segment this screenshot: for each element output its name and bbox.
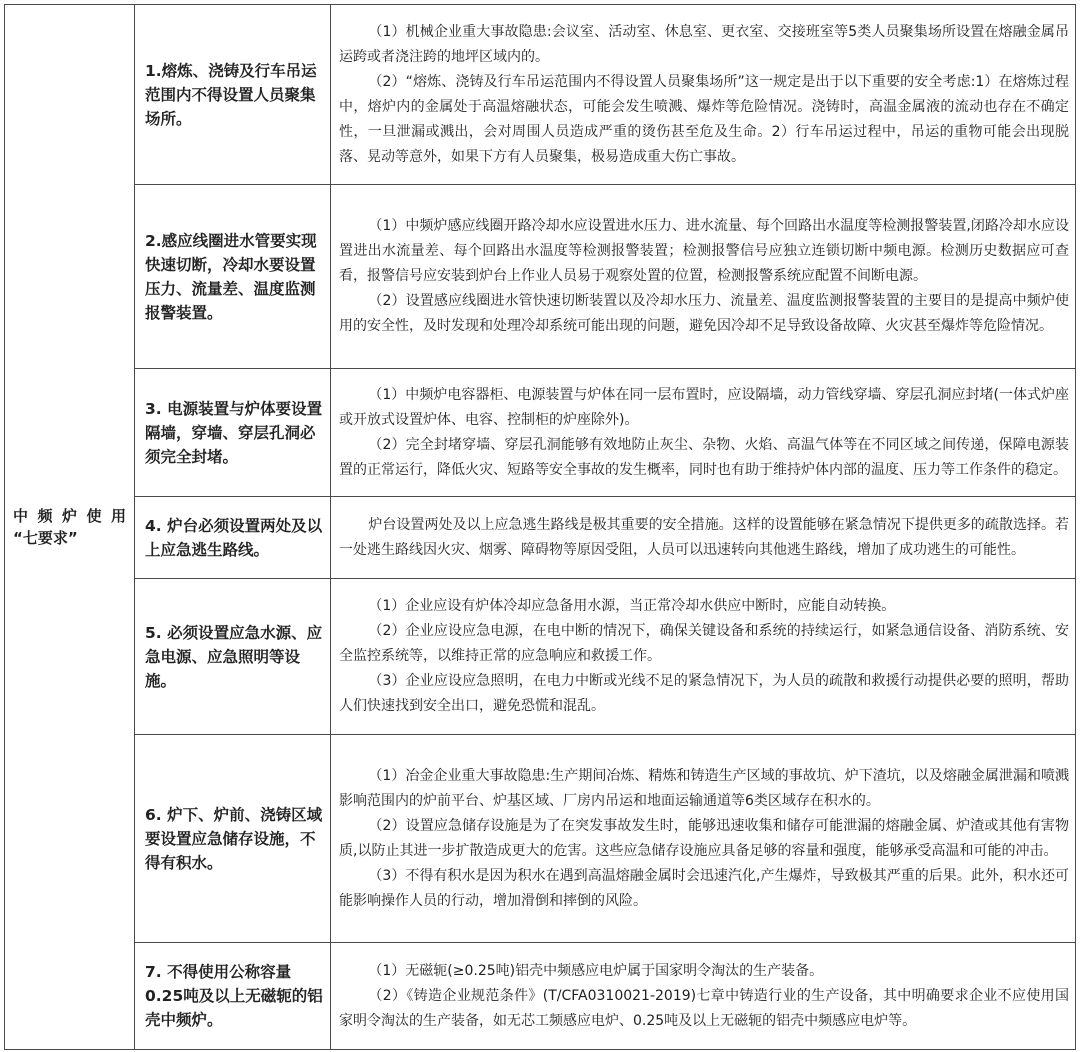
table-row	[5, 497, 1076, 579]
requirement-description	[331, 943, 1076, 1050]
description-paragraph: （1）中频炉感应线圈开路冷却水应设置进水压力、进水流量、每个回路出水温度等检测报警装置,闭路冷却水应设置进出水流量差、每个回路出水温度等检测报警装置；检测报警信号应独立连锁切断中频电源。检测历史数据应可查看，报警信号应安装到炉台上作业人员易于观察处置的位置，检测报警系统应配置不间断电源。	[339, 218, 1069, 284]
requirement-description	[331, 497, 1076, 579]
description-paragraph: （2）设置感应线圈进水管快速切断装置以及冷却水压力、流量差、温度监测报警装置的主要目的是提高中频炉使用的安全性，及时发现和处理冷却系统可能出现的问题，避免因冷却不足导致设备故障、火灾甚至爆炸等危险情况。	[339, 293, 1069, 334]
requirement-title: 3. 电源装置与炉体要设置隔墙，穿墙、穿层孔洞必须完全封堵。	[135, 369, 331, 497]
table-row	[5, 943, 1076, 1050]
requirement-title: 7. 不得使用公称容量0.25吨及以上无磁轭的铝壳中频炉。	[135, 943, 331, 1050]
requirement-title: 4. 炉台必须设置两处及以上应急逃生路线。	[135, 497, 331, 579]
table-row	[5, 5, 1076, 185]
requirement-title: 6. 炉下、炉前、浇铸区域要设置应急储存设施，不得有积水。	[135, 735, 331, 943]
description-paragraph: （3）不得有积水是因为积水在遇到高温熔融金属时会迅速汽化,产生爆炸，导致极其严重的后果。此外，积水还可能影响操作人员的行动，增加滑倒和摔倒的风险。	[339, 867, 1069, 909]
description-paragraph: （1）机械企业重大事故隐患:会议室、活动室、休息室、更衣室、交接班室等5类人员聚集场所设置在熔融金属吊运跨或者浇注跨的地坪区域内的。	[339, 23, 1069, 65]
description-paragraph: （1）无磁轭(≥0.25吨)铝壳中频感应电炉属于国家明令淘汰的生产装备。	[368, 962, 824, 979]
requirement-title: 2.感应线圈进水管要实现快速切断，冷却水要设置压力、流量差、温度监测报警装置。	[135, 185, 331, 369]
description-paragraph: （1）中频炉电容器柜、电源装置与炉体在同一层布置时，应设隔墙，动力管线穿墙、穿层孔洞应封堵(一体式炉座或开放式设置炉体、电容、控制柜的炉座除外)。	[339, 386, 1069, 428]
description-paragraph: （3）企业应设应急照明，在电力中断或光线不足的紧急情况下，为人员的疏散和救援行动提供必要的照明，帮助人们快速找到安全出口，避免恐慌和混乱。	[339, 673, 1069, 714]
description-paragraph: （2）《铸造企业规范条件》(T/CFA0310021-2019)七章中铸造行业的生产设备，其中明确要求企业不应使用国家明令淘汰的生产装备，如无芯工频感应电炉、0.25吨及以上无磁轭的铝壳中频感应电炉等。	[339, 987, 1069, 1029]
description-paragraph: （1）冶金企业重大事故隐患:生产期间冶炼、精炼和铸造生产区域的事故坑、炉下渣坑，以及熔融金属泄漏和喷溅影响范围内的炉前平台、炉基区域、厂房内吊运和地面运输通道等6类区域存在积水的。	[339, 767, 1069, 809]
requirement-description	[331, 369, 1076, 497]
description-paragraph: （2）完全封堵穿墙、穿层孔洞能够有效地防止灰尘、杂物、火焰、高温气体等在不同区域之间传递，保障电源装置的正常运行，降低火灾、短路等安全事故的发生概率，同时也有助于维持炉体内部的温度、压力等工作条件的稳定。	[339, 436, 1069, 478]
category-cell: 中 频 炉 使 用 “七要求”	[5, 5, 135, 1050]
table-row	[5, 369, 1076, 497]
requirement-description	[331, 185, 1076, 369]
description-paragraph: （2）企业应设应急电源，在电中断的情况下，确保关键设备和系统的持续运行，如紧急通信设备、消防系统、安全监控系统等，以维持正常的应急响应和救援工作。	[339, 623, 1069, 664]
table-row	[5, 735, 1076, 943]
requirement-title: 1.熔炼、浇铸及行车吊运范围内不得设置人员聚集场所。	[135, 5, 331, 185]
requirement-description	[331, 735, 1076, 943]
description-paragraph: （2）“熔炼、浇铸及行车吊运范围内不得设置人员聚集场所”这一规定是出于以下重要的安全考虑:1）在熔炼过程中，熔炉内的金属处于高温熔融状态，可能会发生喷溅、爆炸等危险情况。浇铸时，高温金属液的流动也存在不确定性，一旦泄漏或溅出，会对周围人员造成严重的烫伤甚至危及生命。2）行车吊运过程中，吊运的重物可能会出现脱落、晃动等意外，如果下方有人员聚集，极易造成重大伤亡事故。	[339, 73, 1069, 165]
table-row	[5, 185, 1076, 369]
description-paragraph: 炉台设置两处及以上应急逃生路线是极其重要的安全措施。这样的设置能够在紧急情况下提供更多的疏散选择。若一处逃生路线因火灾、烟雾、障碍物等原因受阻，人员可以迅速转向其他逃生路线，增加了成功逃生的可能性。	[339, 516, 1069, 558]
table-row	[5, 579, 1076, 735]
requirements-table	[4, 4, 1076, 1050]
requirement-description	[331, 5, 1076, 185]
requirement-title: 5. 必须设置应急水源、应急电源、应急照明等设施。	[135, 579, 331, 735]
requirement-description	[331, 579, 1076, 735]
description-paragraph: （2）设置应急储存设施是为了在突发事故发生时，能够迅速收集和储存可能泄漏的熔融金属、炉渣或其他有害物质,以防止其进一步扩散造成更大的危害。这些应急储存设施应具备足够的容量和强度，能够承受高温和可能的冲击。	[339, 817, 1069, 859]
description-paragraph: （1）企业应设有炉体冷却应急备用水源，当正常冷却水供应中断时，应能自动转换。	[368, 598, 896, 614]
